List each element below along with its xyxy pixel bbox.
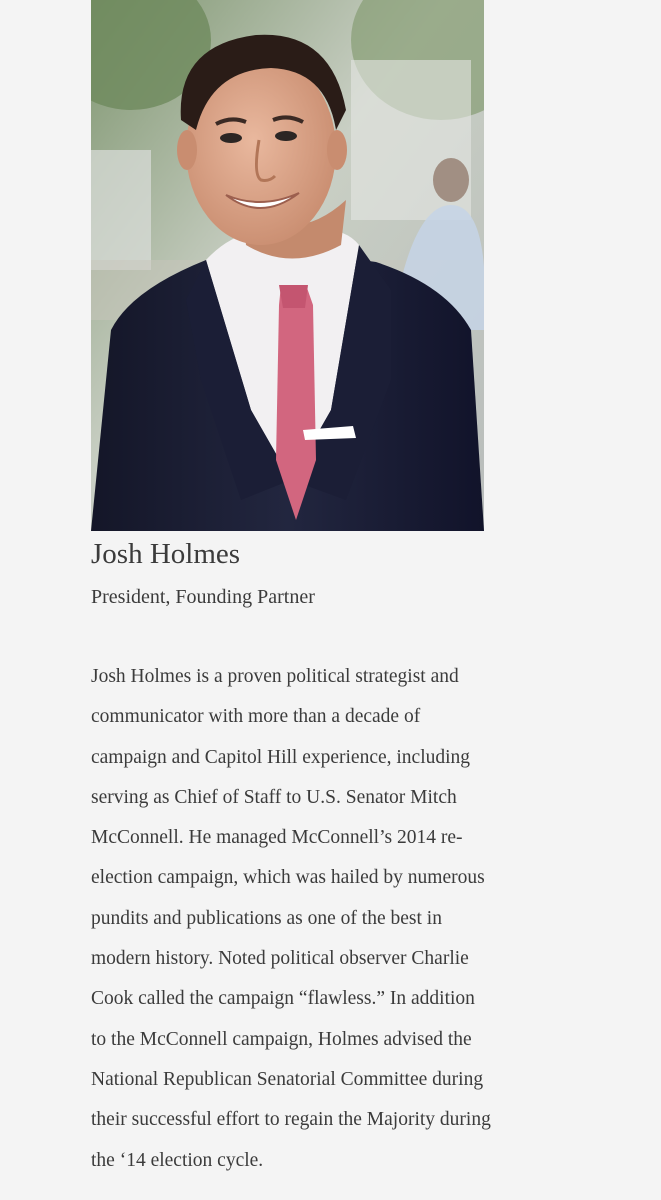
- bio-line: Cook called the campaign “flawless.” In addition: [91, 988, 475, 1010]
- bio-line: National Republican Senatorial Committee during: [91, 1068, 484, 1090]
- bio-line: communicator with more than a decade of: [91, 706, 421, 728]
- profile-photo: [91, 0, 484, 531]
- bio-line: their successful effort to regain the Majority during: [91, 1109, 491, 1131]
- bio-line: Josh Holmes is a proven political strategist and: [91, 666, 459, 687]
- portrait-illustration: [91, 0, 484, 531]
- profile-title: President, Founding Partner: [91, 586, 315, 608]
- bio-line: campaign and Capitol Hill experience, including: [91, 746, 471, 768]
- bio-line: election campaign, which was hailed by numerous: [91, 867, 485, 889]
- bio-line: pundits and publications as one of the best in: [91, 907, 442, 929]
- bio-line: the ‘14 election cycle.: [91, 1149, 264, 1171]
- bio-line: to the McConnell campaign, Holmes advised the: [91, 1028, 472, 1050]
- bio-line: McConnell. He managed McConnell’s 2014 re-: [91, 827, 463, 849]
- profile-bio: [91, 657, 551, 1181]
- profile-name: Josh Holmes: [91, 538, 241, 570]
- bio-line: serving as Chief of Staff to U.S. Senator Mitch: [91, 786, 457, 808]
- bio-line: modern history. Noted political observer Charlie: [91, 948, 469, 970]
